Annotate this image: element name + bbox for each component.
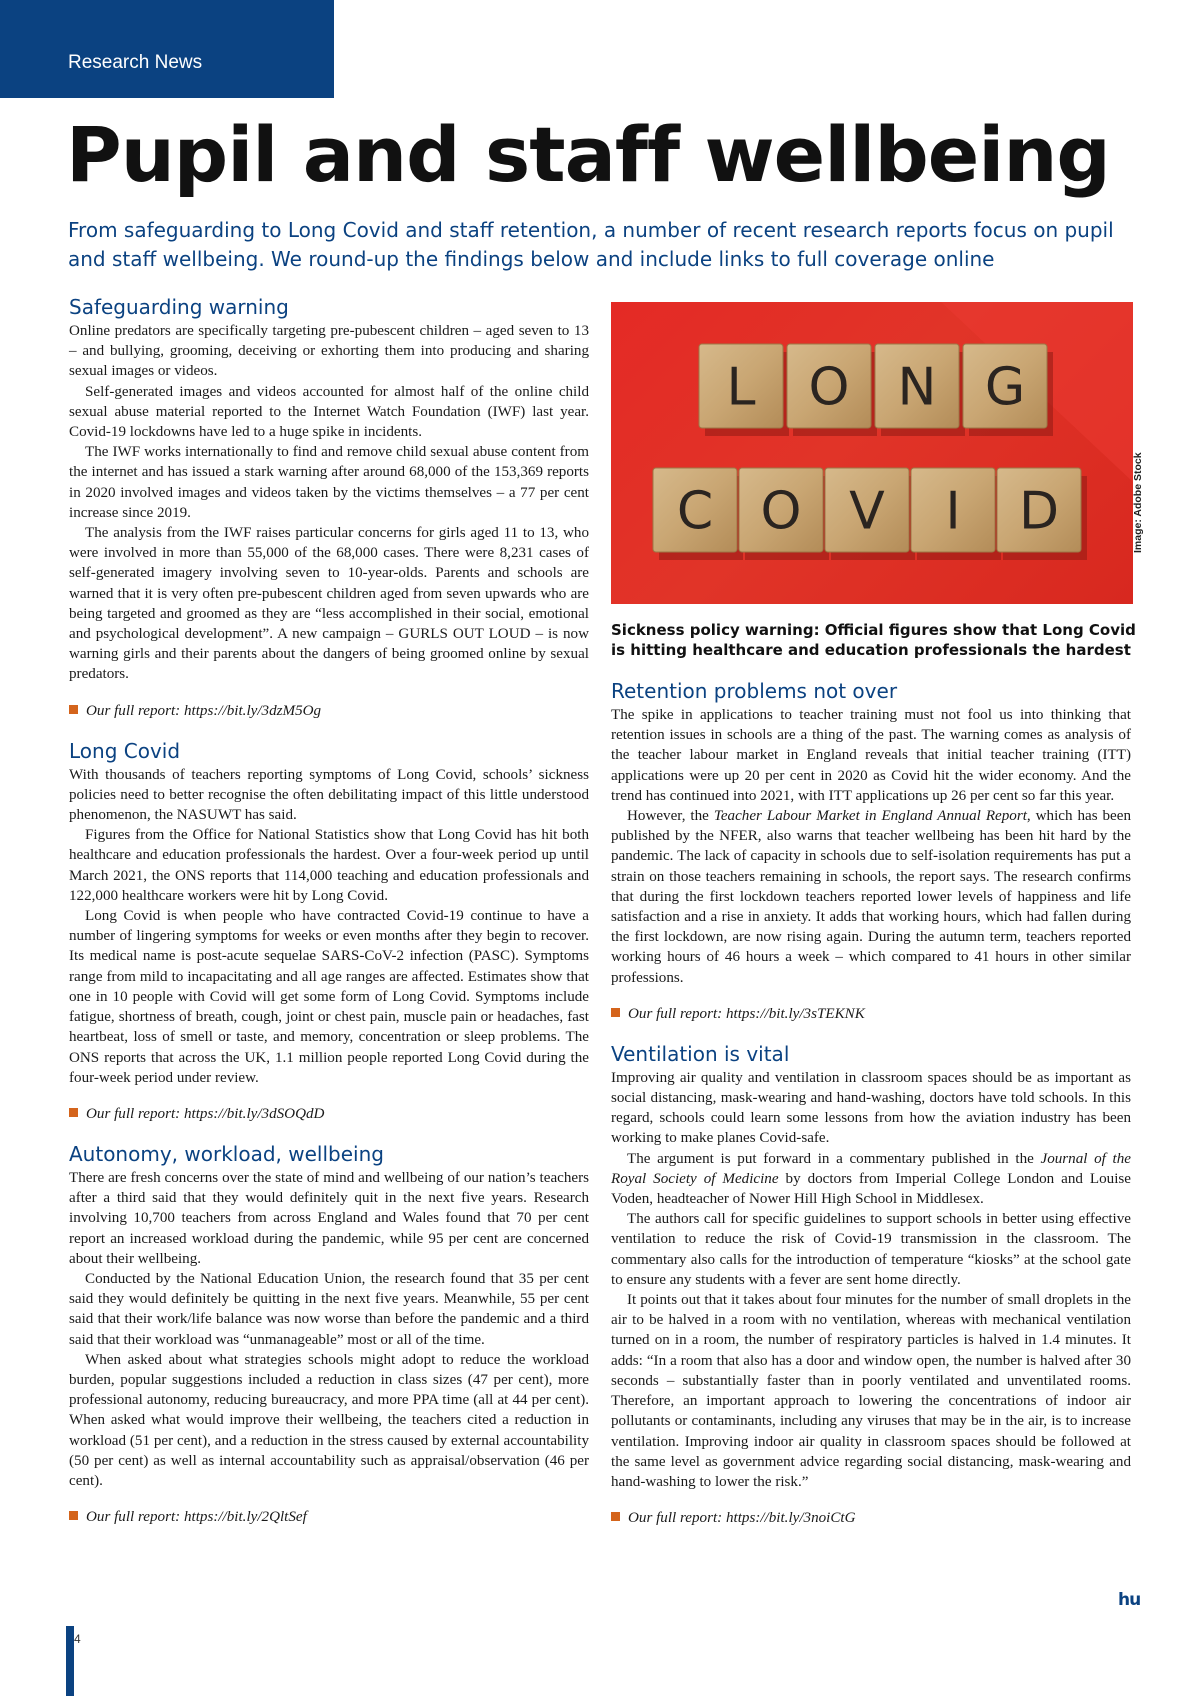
body-paragraph: It points out that it takes about four minutes for the number of small droplets in the air to be halved in a room with no ventilation, whereas with mechanical ventilation turned on in a room, the number of respiratory particles is halved in 1.4 minutes. It adds: “In a room that also has a door and window open, the number is halved after 30 seconds – substantially faster than in poorly ventilated and unventilated rooms. Therefore, an important approach to lowering the concentrations of indoor air pollutants or contaminants, including any viruses that may be in the air, is to increase ventilation. Improving indoor air quality in classroom spaces should be followed at the same level as government advice regarding social distancing, mask-wearing and hand-washing to lower the risk.” — [611, 1292, 1131, 1490]
body-paragraph: The authors call for specific guidelines to support schools in better using effective ventilation to reduce the risk of Covid-19 transmission in the classroom. The commentary also calls for the introduction of temperature “kiosks” at the school gate to ensure any students with a fever are sent home directly. — [611, 1211, 1131, 1288]
section-ventilation — [611, 1041, 1131, 1528]
body-paragraph: With thousands of teachers reporting symptoms of Long Covid, schools’ sickness policies need to better recognise the often debilitating impact of this little understood phenomenon, the NASUWT has said. — [69, 766, 589, 824]
section-retention — [611, 678, 1131, 1024]
tile-letter: I — [945, 481, 961, 542]
body-paragraph: Self-generated images and videos accounted for almost half of the online child sexual abuse material reported to the Internet Watch Foundation (IWF) last year. Covid-19 lockdowns have led to a huge spike in incidents. — [69, 383, 589, 441]
letter-tile — [875, 344, 965, 436]
right-column — [611, 678, 1131, 1545]
full-report-link[interactable] — [69, 701, 589, 721]
letter-tile — [653, 468, 743, 560]
folio-bar — [66, 1626, 74, 1696]
publication-logo: hu — [1118, 1590, 1141, 1610]
full-report-link[interactable] — [69, 1104, 589, 1124]
page-number: 4 — [74, 1632, 81, 1646]
bullet-square-icon — [69, 1511, 78, 1520]
body-paragraph: Figures from the Office for National Statistics show that Long Covid has hit both healthcare and education professionals the hardest. Over a four-week period up until March 2021, the ONS reports that 114,000 teaching and education professionals and 122,000 healthcare workers were hit by Long Covid. — [69, 827, 589, 904]
full-report-link-text[interactable]: Our full report: https://bit.ly/3sTEKNK — [628, 1005, 865, 1022]
body-paragraph: Improving air quality and ventilation in classroom spaces should be as important as social distancing, mask-wearing and hand-washing, doctors have told schools. In this regard, schools could learn some lessons from how the aviation industry has been working to make planes Covid-safe. — [611, 1069, 1131, 1147]
body-paragraph: The analysis from the IWF raises particular concerns for girls aged 11 to 13, who were involved in more than 55,000 of the 68,000 cases. There were 8,231 cases of self-generated imagery involving seven to 10-year-olds. Parents and schools are warned that it is very often pre-pubescent children aged from seven upwards who are being targeted and groomed as they are “less accomplished in their social, emotional and psychological development”. A new campaign – GURLS OUT LOUD – is now warning girls and their parents about the dangers of being groomed online by sexual predators. — [69, 525, 589, 683]
tile-letter: O — [808, 357, 850, 418]
body-paragraph — [611, 806, 1131, 988]
body-paragraph — [611, 1149, 1131, 1210]
tile-letter: V — [849, 481, 885, 542]
body-paragraph: Conducted by the National Education Union, the research found that 35 per cent said they would definitely be quitting in the next five years. Meanwhile, 55 per cent said that their work/life balance was now worse than before the pandemic and a third said that their workload was “unmanageable” most or all of the time. — [69, 1270, 589, 1348]
full-report-link-text[interactable]: Our full report: https://bit.ly/3dSOQdD — [86, 1105, 325, 1122]
tile-letter: C — [676, 481, 714, 542]
full-report-link[interactable] — [611, 1004, 1131, 1024]
section-heading: Long Covid — [69, 738, 181, 763]
letter-tile — [963, 344, 1053, 436]
tile-letter: D — [1018, 481, 1060, 542]
body-paragraph: Long Covid is when people who have contracted Covid-19 continue to have a number of lingering symptoms for weeks or even months after they begin to recover. Its medical name is post-acute sequelae SARS-CoV-2 infection (PASC). Symptoms range from mild to incapacitating and all age ranges are affected. Estimates show that one in 10 people with Covid will get some form of Long Covid. Symptoms include fatigue, shortness of breath, cough, joint or chest pain, muscle pain or headaches, fast heartbeat, loss of smell or taste, and memory, concentration or sleep problems. The ONS reports that across the UK, 1.1 million people reported Long Covid during the four-week period under review. — [69, 908, 589, 1086]
letter-tile — [699, 344, 789, 436]
tile-letter: L — [726, 357, 756, 418]
full-report-link[interactable] — [611, 1508, 1131, 1528]
body-paragraph: The spike in applications to teacher training must not fool us into thinking that retention issues in schools are a thing of the past. The warning comes as analysis of the teacher labour market in England reveals that initial teacher training (ITT) applications were up 20 per cent in 2020 as Covid hit the wider economy. And the trend has continued into 2021, with ITT applications up 26 per cent so far this year. — [611, 707, 1131, 804]
body-paragraph: When asked about what strategies schools might adopt to reduce the workload burden, popular suggestions included a reduction in class sizes (47 per cent), more professional autonomy, reducing bureaucracy, and more PPA time (all at 44 per cent). When asked what would improve their wellbeing, the teachers cited a reduction in workload (51 per cent), and a reduction in the stress caused by external accountability (50 per cent) as well as internal accountability such as appraisal/observation (46 per cent). — [69, 1351, 589, 1489]
letter-tile — [787, 344, 877, 436]
body-paragraph: There are fresh concerns over the state of mind and wellbeing of our nation’s teachers after a third said that they would definitely quit in the next five years. Research involving 10,700 teachers from across England and Wales found that 70 per cent report an increased workload during the pandemic, while 95 per cent are concerned about their wellbeing. — [69, 1169, 589, 1267]
standfirst: From safeguarding to Long Covid and staff retention, a number of recent research reports focus on pupil and staff wellbeing. We round-up the findings below and include links to full coverage online — [68, 218, 1114, 271]
body-paragraph: Online predators are specifically targeting pre-pubescent children – aged seven to 13 – and bullying, grooming, deceiving or exhorting them into producing and sharing sexual images or videos. — [69, 323, 589, 380]
letter-tile — [825, 468, 915, 560]
full-report-link[interactable] — [69, 1507, 589, 1527]
tile-row-covid — [653, 468, 1087, 560]
section-tab — [0, 0, 334, 98]
bullet-square-icon — [69, 1108, 78, 1117]
journal-title-italic: Journal of the Royal Society of Medicine — [611, 1150, 1131, 1187]
section-heading: Retention problems not over — [611, 679, 898, 703]
page-title: Pupil and staff wellbeing — [66, 110, 1110, 199]
bullet-square-icon — [611, 1008, 620, 1017]
long-covid-photo — [611, 302, 1133, 604]
section-autonomy — [69, 1141, 589, 1527]
section-heading: Ventilation is vital — [611, 1041, 790, 1066]
photo-credit: Image: Adobe Stock — [1132, 452, 1144, 553]
report-title-italic: Teacher Labour Market in England Annual Report — [713, 808, 1027, 825]
text-run: The argument is put forward in a commentary published in the — [627, 1150, 1041, 1167]
section-safeguarding — [69, 294, 589, 721]
text-run: However, the — [627, 808, 714, 825]
letter-tile — [997, 468, 1087, 560]
letter-tile — [911, 468, 1001, 560]
section-long-covid — [69, 738, 589, 1124]
full-report-link-text[interactable]: Our full report: https://bit.ly/3noiCtG — [628, 1510, 856, 1527]
bullet-square-icon — [69, 705, 78, 714]
body-paragraph: The IWF works internationally to find and remove child sexual abuse content from the internet and has issued a stark warning after around 68,000 of the 153,369 reports in 2020 involved images and videos taken by the victims themselves – a 77 per cent increase since 2019. — [69, 444, 589, 521]
text-run: , which has been published by the NFER, also warns that teacher wellbeing has been hit hard by the pandemic. The lack of capacity in schools due to self-isolation requirements has put a strain on those teachers remaining in schools, the report says. The research confirms that during the first lockdown teachers reported lower levels of happiness and life satisfaction and a rise in anxiety. It adds that working hours, which had fallen during the first lockdown, are now rising again. During the autumn term, teachers reported working hours of 46 hours a week – which compared to 41 hours in other similar professions. — [611, 808, 1132, 986]
section-tab-label: Research News — [68, 52, 203, 73]
bullet-square-icon — [611, 1512, 620, 1521]
full-report-link-text[interactable]: Our full report: https://bit.ly/3dzM5Og — [86, 702, 322, 719]
tile-letter: G — [984, 357, 1026, 418]
full-report-link-text[interactable]: Our full report: https://bit.ly/2QltSef — [86, 1509, 307, 1526]
text-run: by doctors from Imperial College London and Louise Voden, headteacher of Nower Hill High School in Middlesex. — [611, 1170, 1131, 1208]
section-heading: Safeguarding warning — [69, 295, 289, 319]
tile-letter: N — [897, 357, 937, 418]
tile-row-long — [699, 344, 1053, 436]
tile-letter: O — [760, 481, 802, 542]
scrabble-tiles-illustration — [611, 302, 1133, 604]
left-column — [69, 294, 589, 1544]
letter-tile — [739, 468, 829, 560]
photo-caption: Sickness policy warning: Official figures show that Long Covid is hitting healthcare and education professionals the hardest — [611, 621, 1136, 659]
section-heading: Autonomy, workload, wellbeing — [69, 1141, 384, 1166]
